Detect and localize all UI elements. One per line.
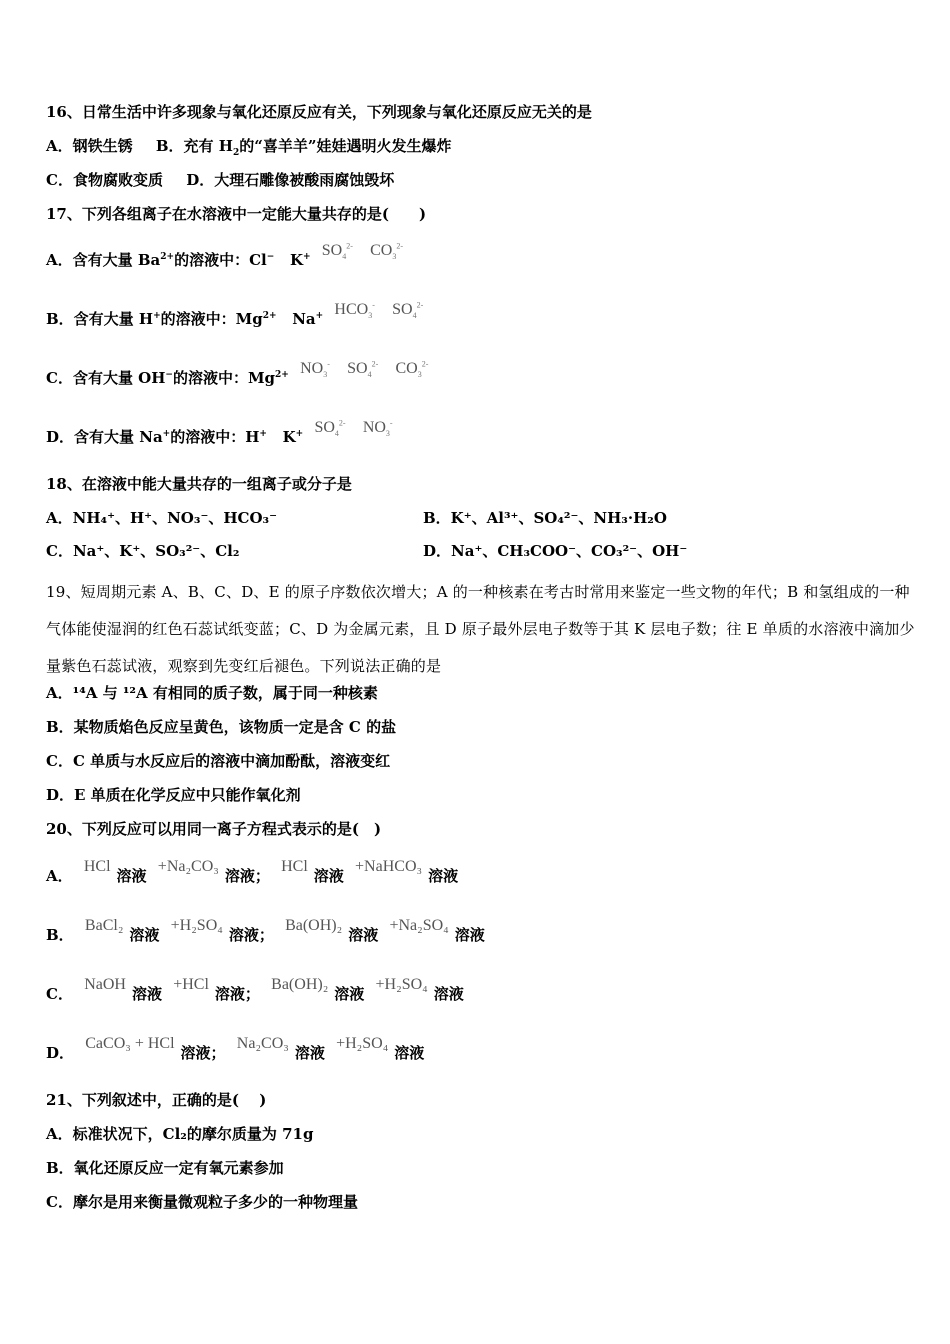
formula: +Na₂SO₄ xyxy=(389,917,449,934)
q16-options-cd xyxy=(46,170,394,190)
formula: HCl xyxy=(281,858,308,875)
q20-option-d: D． CaCO₃ + HCl溶液； Na₂CO₃溶液 +H₂SO₄溶液 xyxy=(46,1035,425,1062)
q19-option-b: B．某物质焰色反应呈黄色，该物质一定是含 C 的盐 xyxy=(46,718,397,736)
q17-option-d: D．含有大量 Na+的溶液中：H+ K+ $SO_4^{2-}$ $NO_3^-$ xyxy=(46,418,393,446)
formula: +H₂SO₄ xyxy=(336,1035,389,1052)
q19-option-a: A．¹⁴A 与 ¹²A 有相同的质子数，属于同一种核素 xyxy=(46,684,378,702)
q16-stem: 16、日常生活中许多现象与氧化还原反应有关，下列现象与氧化还原反应无关的是 xyxy=(46,103,592,121)
q18-options-ab xyxy=(46,508,916,528)
q17-option-b: B．含有大量 H+的溶液中：$Mg^{2+}$ Na+ $HCO_3^-$ $SO_4^{2-}$ xyxy=(46,300,424,328)
q20-option-c: C． NaOH溶液 +HCl溶液； Ba(OH)₂溶液 +H₂SO₄溶液 xyxy=(46,976,464,1003)
q18-option-d: D．Na⁺、CH₃COO⁻、CO₃²⁻、OH⁻ xyxy=(423,542,688,560)
formula: +H₂SO₄ xyxy=(170,917,223,934)
carbonate-ion: $CO_3^{2-}$ xyxy=(395,359,429,380)
q16-option-d: D．大理石雕像被酸雨腐蚀毁坏 xyxy=(186,171,395,189)
q18-option-b: B．K⁺、Al³⁺、SO₄²⁻、NH₃·H₂O xyxy=(423,509,667,527)
q20-option-a: A． HCl溶液 +Na₂CO₃溶液； HCl溶液 +NaHCO₃溶液 xyxy=(46,858,459,885)
nitrate-ion: $NO_3^-$ xyxy=(300,359,330,380)
q17-stem: 17、下列各组离子在水溶液中一定能大量共存的是( ) xyxy=(46,205,427,223)
q21-option-b: B．氧化还原反应一定有氧元素参加 xyxy=(46,1159,284,1177)
q17-option-a: A．含有大量 $Ba^{2+}$的溶液中：Cl− K+ $SO_4^{2-}$ $CO_3^{2-}$ xyxy=(46,241,404,269)
q16-option-a: A．钢铁生锈 xyxy=(46,137,133,155)
q21-option-a: A．标准状况下，Cl₂的摩尔质量为 71g xyxy=(46,1125,314,1143)
bicarbonate-ion: $HCO_3^-$ xyxy=(334,300,375,321)
q16-option-b: B．充有 $H_2$的“喜羊羊”娃娃遇明火发生爆炸 xyxy=(155,137,452,158)
sulfate-ion: $SO_4^{2-}$ xyxy=(314,418,346,439)
q18-option-c: C．Na⁺、K⁺、SO₃²⁻、Cl₂ xyxy=(46,542,240,560)
q21-option-c: C．摩尔是用来衡量微观粒子多少的一种物理量 xyxy=(46,1193,358,1211)
q20-option-b: B． BaCl₂溶液 +H₂SO₄溶液； Ba(OH)₂溶液 +Na₂SO₄溶液 xyxy=(46,917,485,944)
q17-option-c: C．含有大量 OH−的溶液中：$Mg^{2+}$ $NO_3^-$ $SO_4^{2-}$ $CO_3^{2-}$ xyxy=(46,359,429,387)
q16-options-ab xyxy=(46,136,451,156)
formula: +HCl xyxy=(173,976,209,993)
q19-option-c: C．C 单质与水反应后的溶液中滴加酚酞，溶液变红 xyxy=(46,752,391,770)
q18-options-cd xyxy=(46,541,916,561)
q16-option-c: C．食物腐败变质 xyxy=(46,171,163,189)
formula: NaOH xyxy=(84,976,126,993)
sulfate-ion: $SO_4^{2-}$ xyxy=(392,300,424,321)
formula: HCl xyxy=(83,858,111,875)
q19-option-d: D．E 单质在化学反应中只能作氧化剂 xyxy=(46,786,301,804)
formula: +Na₂CO₃ xyxy=(157,858,219,875)
formula: +NaHCO₃ xyxy=(355,858,423,875)
nitrate-ion: $NO_3^-$ xyxy=(362,418,393,439)
q20-stem: 20、下列反应可以用同一离子方程式表示的是( ) xyxy=(46,820,382,838)
q18-stem: 18、在溶液中能大量共存的一组离子或分子是 xyxy=(46,475,352,493)
sulfate-ion: $SO_4^{2-}$ xyxy=(321,241,353,262)
sulfate-ion: $SO_4^{2-}$ xyxy=(347,359,379,380)
q21-stem: 21、下列叙述中，正确的是( ) xyxy=(46,1091,267,1109)
formula: Ba(OH)₂ xyxy=(285,917,343,934)
q18-option-a: A．NH₄⁺、H⁺、NO₃⁻、HCO₃⁻ xyxy=(46,509,278,527)
formula: CaCO₃ + HCl xyxy=(85,1035,175,1052)
formula: BaCl₂ xyxy=(84,917,124,934)
carbonate-ion: $CO_3^{2-}$ xyxy=(370,241,404,262)
q19-stem: 19、短周期元素 A、B、C、D、E 的原子序数依次增大；A 的一种核素在考古时常用来鉴定一些文物的年代；B 和氢组成的一种气体能使湿润的红色石蕊试纸变蓝；C、D 为金属元素，且 D 原子最外层电子数等于其 K 层电子数；往 E 单质的水溶液中滴加少量紫色石蕊试液，观察到先变红后褪色。下列说法正确的是 xyxy=(46,583,915,675)
formula: Na₂CO₃ xyxy=(236,1035,289,1052)
formula: Ba(OH)₂ xyxy=(271,976,329,993)
formula: +H₂SO₄ xyxy=(375,976,428,993)
